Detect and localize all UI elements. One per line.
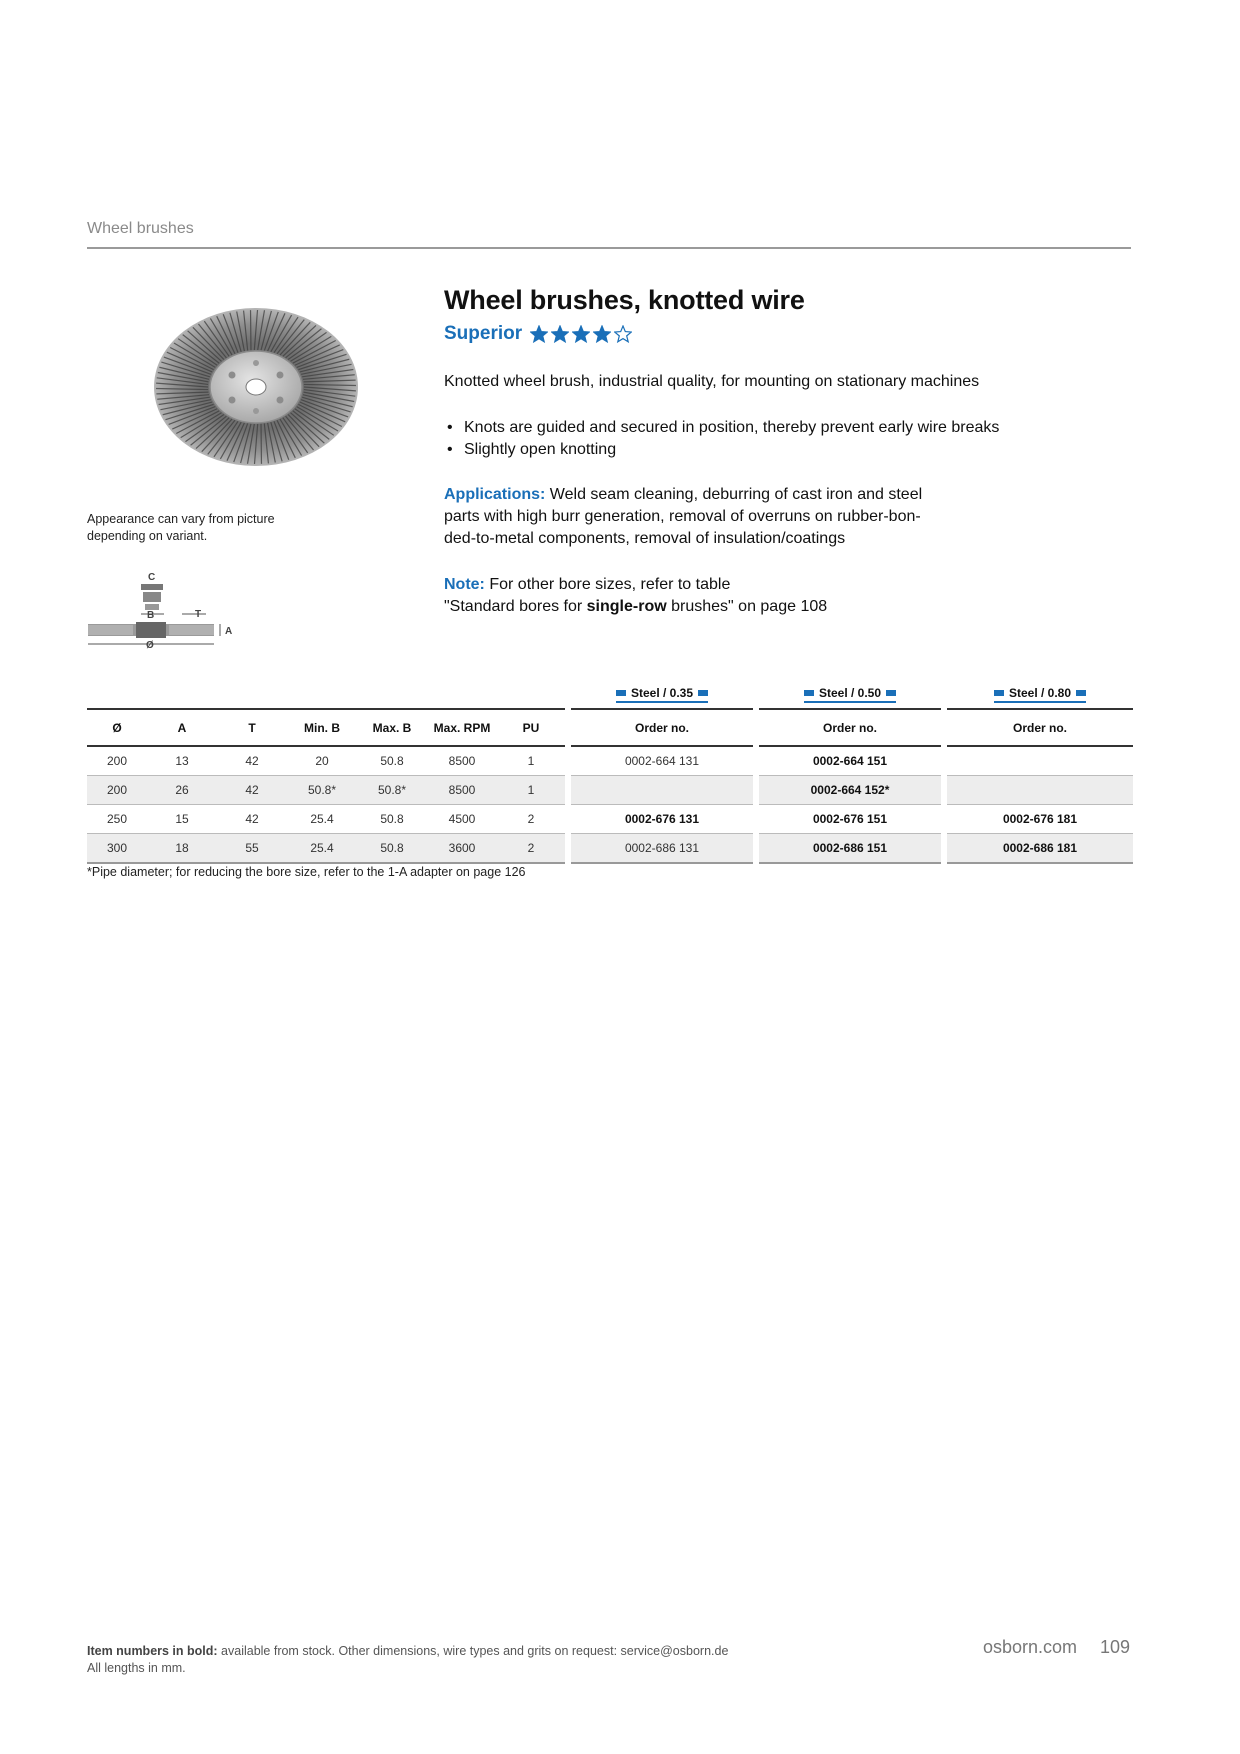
column-header: Max. B: [357, 708, 427, 747]
column-header: Order no.: [571, 708, 753, 747]
image-caption: Appearance can vary from picture depending on variant.: [87, 512, 275, 543]
quality-rating: [444, 323, 632, 345]
table-cell: 50.8*: [357, 776, 427, 805]
table-cell: 15: [147, 805, 217, 834]
order-number-cell: 0002-676 131: [571, 805, 753, 834]
wheel-brush-photo: [150, 305, 362, 470]
footer-bold-lead: Item numbers in bold:: [87, 1644, 218, 1658]
order-number-cell: [947, 776, 1133, 805]
applications-label: Applications:: [444, 486, 546, 503]
order-number-cell: 0002-664 152*: [759, 776, 941, 805]
order-number-cell: 0002-686 181: [947, 834, 1133, 864]
table-cell: 20: [287, 747, 357, 776]
table-cell: 42: [217, 805, 287, 834]
order-number-cell: 0002-686 151: [759, 834, 941, 864]
material-marker-icon: [1076, 690, 1086, 696]
website-link[interactable]: osborn.com: [983, 1637, 1078, 1657]
note-label: Note:: [444, 576, 485, 593]
table-row: [87, 747, 1133, 776]
table-cell: 50.8*: [287, 776, 357, 805]
column-header: T: [217, 708, 287, 747]
table-cell: 300: [87, 834, 147, 864]
table-cell: 2: [497, 805, 565, 834]
rating-stars: [530, 325, 632, 343]
table-cell: 2: [497, 834, 565, 864]
diagram-label-t: T: [195, 609, 202, 620]
table-cell: 8500: [427, 747, 497, 776]
note-text-post: brushes" on page 108: [666, 598, 828, 615]
material-header: Steel / 0.35: [616, 686, 708, 703]
dimension-diagram: [86, 568, 246, 654]
table-cell: 8500: [427, 776, 497, 805]
feature-list: [444, 417, 999, 461]
specification-table: [87, 680, 1133, 864]
column-header: Order no.: [759, 708, 941, 747]
table-cell: 200: [87, 747, 147, 776]
star-empty-icon: [614, 325, 632, 343]
star-filled-icon: [572, 325, 590, 343]
order-number-cell: 0002-676 181: [947, 805, 1133, 834]
column-header: Ø: [87, 708, 147, 747]
page-footer-note: [87, 1643, 728, 1677]
quality-label: Superior: [444, 323, 523, 344]
material-marker-icon: [886, 690, 896, 696]
table-cell: 3600: [427, 834, 497, 864]
material-marker-icon: [804, 690, 814, 696]
table-cell: 13: [147, 747, 217, 776]
diagram-label-a: A: [225, 626, 233, 637]
feature-item: • Slightly open knotting: [444, 439, 999, 461]
order-number-cell: 0002-676 151: [759, 805, 941, 834]
feature-item: • Knots are guided and secured in position, thereby prevent early wire breaks: [444, 417, 999, 439]
column-header: PU: [497, 708, 565, 747]
section-divider: [87, 247, 1131, 249]
column-header: Min. B: [287, 708, 357, 747]
star-filled-icon: [530, 325, 548, 343]
diagram-label-b: B: [147, 610, 155, 621]
material-header: Steel / 0.50: [804, 686, 896, 703]
table-cell: 1: [497, 747, 565, 776]
table-footnote: *Pipe diameter; for reducing the bore size, refer to the 1-A adapter on page 126: [87, 865, 526, 879]
applications-text: Weld seam cleaning, deburring of cast iron and steel: [549, 486, 923, 503]
applications-text-line: ded-to-metal components, removal of insulation/coatings: [444, 530, 846, 547]
material-row: [87, 680, 1133, 708]
table-cell: 42: [217, 776, 287, 805]
table-header-row: [87, 708, 1133, 747]
star-filled-icon: [551, 325, 569, 343]
table-cell: 42: [217, 747, 287, 776]
table-cell: 50.8: [357, 834, 427, 864]
note-text-bold: single-row: [586, 598, 667, 615]
footer-units: All lengths in mm.: [87, 1661, 186, 1675]
table-cell: 4500: [427, 805, 497, 834]
material-header: Steel / 0.80: [994, 686, 1086, 703]
note-block: [444, 574, 1004, 618]
table-cell: 50.8: [357, 805, 427, 834]
note-text-pre: "Standard bores for: [444, 598, 587, 615]
column-header: Order no.: [947, 708, 1133, 747]
note-text: For other bore sizes, refer to table: [489, 576, 731, 593]
star-filled-icon: [593, 325, 611, 343]
table-row: [87, 834, 1133, 864]
footer-text: available from stock. Other dimensions, wire types and grits on request: service@osborn.de: [217, 1644, 729, 1658]
applications-block: [444, 484, 1004, 550]
applications-text-line: parts with high burr generation, removal of overruns on rubber-bon-: [444, 508, 921, 525]
order-number-cell: 0002-664 131: [571, 747, 753, 776]
table-cell: 25.4: [287, 805, 357, 834]
table-cell: 26: [147, 776, 217, 805]
material-marker-icon: [994, 690, 1004, 696]
diagram-label-d: Ø: [146, 640, 154, 651]
product-title: Wheel brushes, knotted wire: [444, 285, 805, 315]
material-marker-icon: [616, 690, 626, 696]
column-header: A: [147, 708, 217, 747]
table-cell: 18: [147, 834, 217, 864]
column-header: Max. RPM: [427, 708, 497, 747]
table-cell: 55: [217, 834, 287, 864]
product-description: Knotted wheel brush, industrial quality, for mounting on stationary machines: [444, 373, 980, 390]
order-number-cell: [947, 747, 1133, 776]
order-number-cell: [571, 776, 753, 805]
page-number: 109: [1100, 1637, 1131, 1657]
section-title: Wheel brushes: [87, 220, 194, 237]
table-cell: 250: [87, 805, 147, 834]
material-marker-icon: [698, 690, 708, 696]
order-number-cell: 0002-664 151: [759, 747, 941, 776]
diagram-label-c: C: [148, 572, 156, 583]
table-cell: 200: [87, 776, 147, 805]
table-cell: 50.8: [357, 747, 427, 776]
table-cell: 25.4: [287, 834, 357, 864]
table-row: [87, 805, 1133, 834]
table-row: [87, 776, 1133, 805]
order-number-cell: 0002-686 131: [571, 834, 753, 864]
table-cell: 1: [497, 776, 565, 805]
